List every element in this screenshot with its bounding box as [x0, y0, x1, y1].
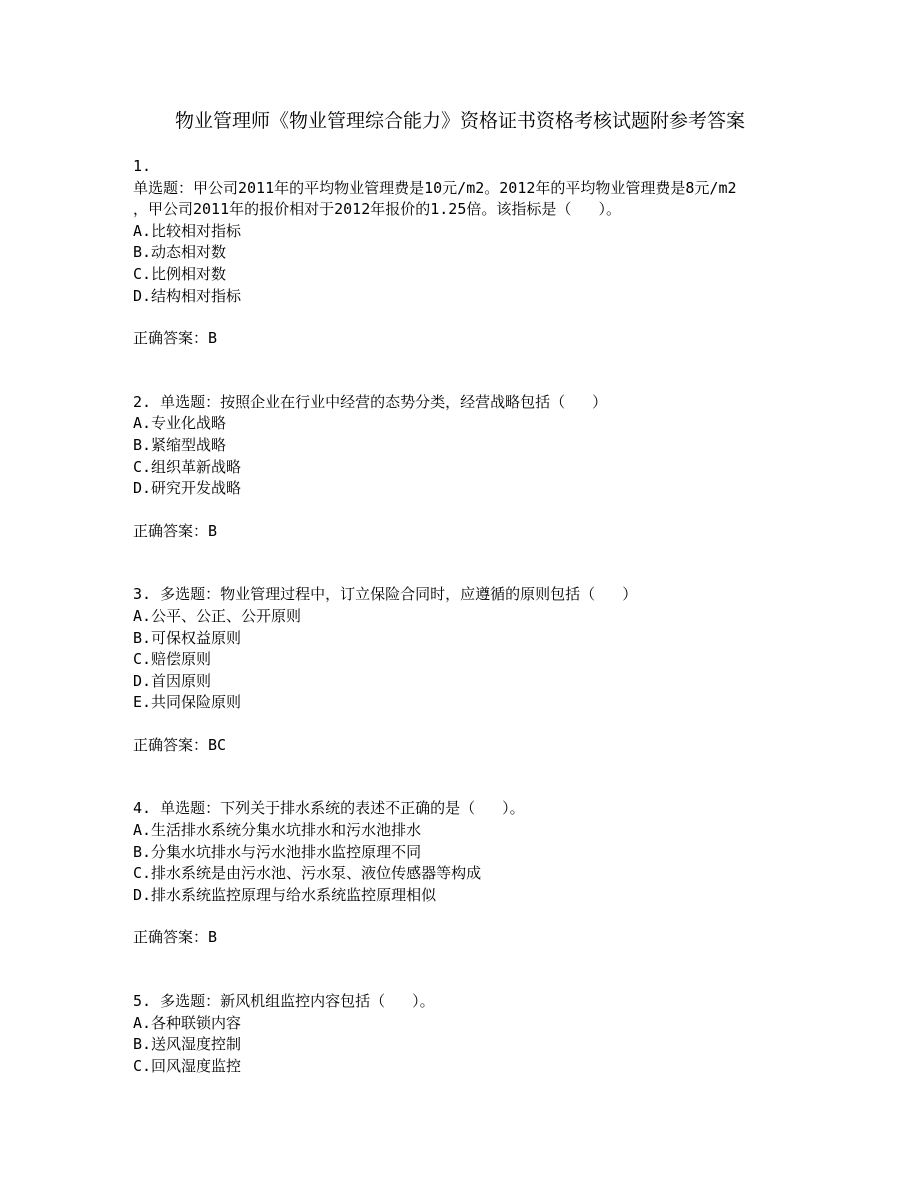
correct-answer: 正确答案：BC [133, 735, 227, 754]
option-a: A.公平、公正、公开原则 [133, 606, 302, 625]
question-stem-line: 4. 单选题：下列关于排水系统的表述不正确的是（ ）。 [133, 799, 525, 818]
option-b: B.可保权益原则 [133, 628, 242, 647]
option-c: C.组织革新战略 [133, 457, 242, 476]
option-c: C.排水系统是由污水池、污水泵、液位传感器等构成 [133, 864, 482, 883]
option-a: A.专业化战略 [133, 414, 227, 433]
spacer [133, 949, 793, 991]
question-list [133, 156, 793, 1077]
question-stem-line: 3. 多选题：物业管理过程中，订立保险合同时，应遵循的原则包括（ ） [133, 585, 638, 604]
option-d: D.结构相对指标 [133, 286, 242, 305]
option-a: A.各种联锁内容 [133, 1013, 242, 1032]
correct-answer: 正确答案：B [133, 928, 218, 947]
question-stem-line: 5. 多选题：新风机组监控内容包括（ ）。 [133, 992, 435, 1011]
option-b: B.紧缩型战略 [133, 435, 227, 454]
option-b: B.分集水坑排水与污水池排水监控原理不同 [133, 842, 422, 861]
question-stem-line: 2. 单选题：按照企业在行业中经营的态势分类，经营战略包括（ ） [133, 392, 608, 411]
option-e: E.共同保险原则 [133, 693, 242, 712]
question-stem-line: ，甲公司2011年的报价相对于2012年报价的1.25倍。该指标是（ ）。 [133, 200, 621, 219]
question-3 [133, 584, 793, 756]
question-5 [133, 991, 793, 1077]
question-stem-line: 1. [133, 157, 152, 175]
option-d: D.研究开发战略 [133, 479, 242, 498]
option-c: C.赔偿原则 [133, 650, 212, 669]
question-stem-line: 单选题：甲公司2011年的平均物业管理费是10元/m2。2012年的平均物业管理费是8元/m2 [133, 178, 737, 197]
option-b: B.动态相对数 [133, 243, 227, 262]
option-c: C.比例相对数 [133, 264, 227, 283]
correct-answer: 正确答案：B [133, 329, 218, 348]
option-a: A.比较相对指标 [133, 221, 242, 240]
page-title: 物业管理师《物业管理综合能力》资格证书资格考核试题附参考答案 [174, 110, 745, 132]
question-4 [133, 798, 793, 949]
correct-answer: 正确答案：B [133, 521, 218, 540]
option-b: B.送风湿度控制 [133, 1035, 242, 1054]
question-2 [133, 392, 793, 543]
option-a: A.生活排水系统分集水坑排水和污水池排水 [133, 821, 422, 840]
option-d: D.首因原则 [133, 671, 212, 690]
option-d: D.排水系统监控原理与给水系统监控原理相似 [133, 885, 437, 904]
spacer [133, 350, 793, 392]
option-c: C.回风湿度监控 [133, 1056, 242, 1075]
question-1 [133, 156, 793, 350]
spacer [133, 756, 793, 798]
spacer [133, 542, 793, 584]
